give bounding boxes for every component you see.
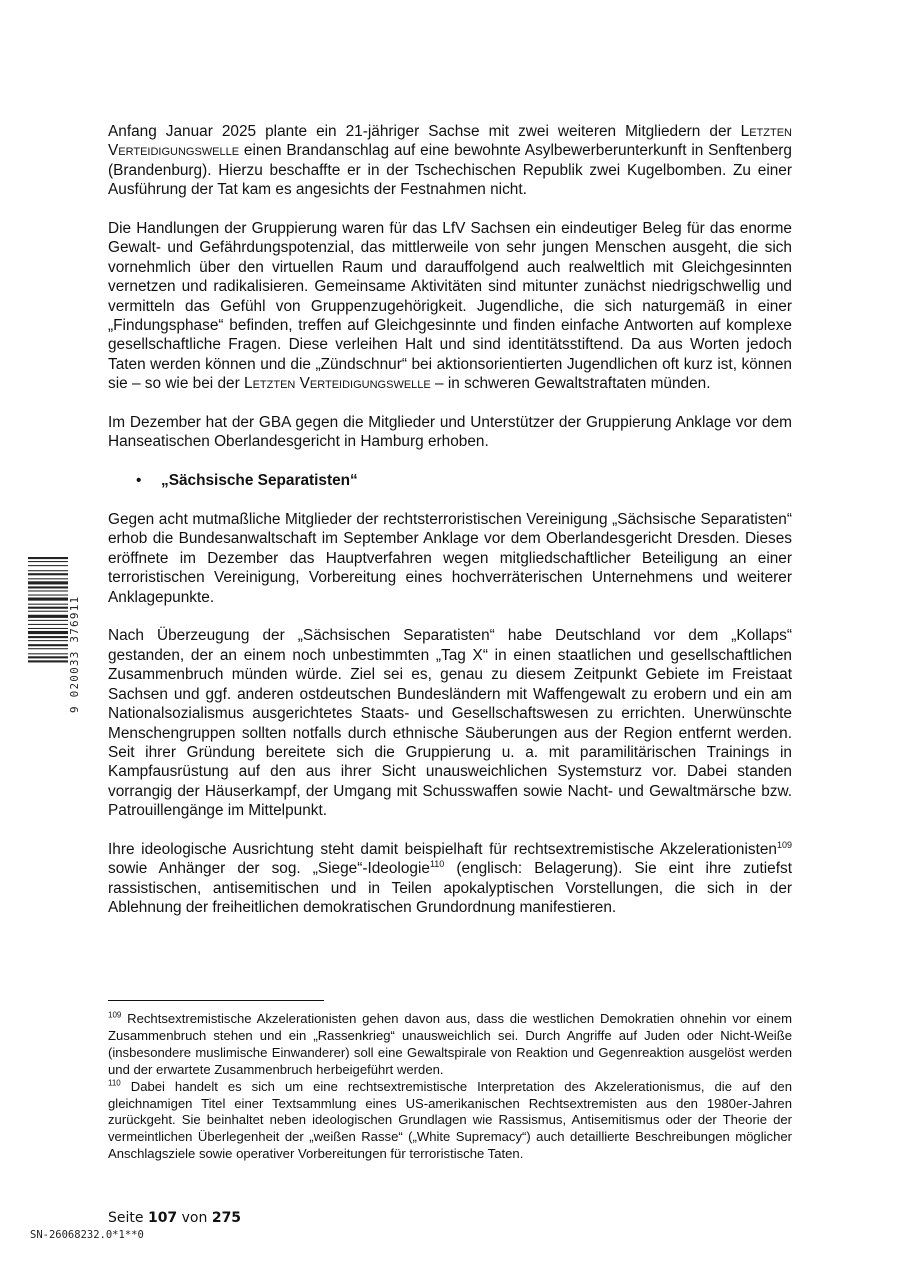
- barcode-bar: [28, 615, 68, 618]
- group-name: Letzten Verteidigungswelle: [244, 375, 431, 393]
- barcode-bar: [28, 557, 68, 559]
- footnote-separator: [108, 1000, 324, 1001]
- footnote-number: 109: [108, 1010, 122, 1020]
- barcode-bar: [28, 628, 68, 629]
- footnotes: [108, 1011, 792, 1163]
- barcode-bar: [28, 620, 68, 621]
- barcode-bars: [28, 557, 72, 713]
- barcode-bar: [28, 581, 68, 584]
- barcode: [28, 557, 72, 713]
- barcode-bar: [28, 640, 68, 641]
- barcode-bar: [28, 631, 68, 634]
- section-heading: [108, 471, 792, 490]
- barcode-bar: [28, 598, 68, 601]
- barcode-bar: [28, 586, 68, 588]
- footnote-109: [108, 1011, 792, 1079]
- paragraph-2: Die Handlungen der Gruppierung waren für das LfV Sachsen ein eindeutiger Beleg für das enorme Gewalt- und Gefährdungspotenzial, das mittlerweile von sehr jungen Menschen ausgeht, die sich vornehmlich über den virtuellen Raum und darauffolgend auch realweltlich mit Gleichgesinnten vernetzen und radikalisieren. Gemeinsame Aktivitäten sind mitunter zunächst niedrigschwellig und vermitteln das Gefühl von Gruppenzugehörigkeit. Jugendliche, die sich naturgemäß in einer „Findungsphase“ befinden, treffen auf Gleichgesinnte und finden einfache Antworten auf komplexe gesellschaftliche Fragen. Diese verleihen Halt und sind identitätsstiftend. Da aus Worten jedoch Taten werden können und die „Zündschnur“ bei aktionsorientierten Jugendlichen oft kurz ist, können sie – so wie bei der Letzten Verteidigungswelle – in schweren Gewaltstraftaten münden.: [108, 220, 792, 393]
- footnote-110: [108, 1079, 792, 1164]
- barcode-bar: [28, 565, 68, 566]
- paragraph-4: Gegen acht mutmaßliche Mitglieder der rechtsterroristischen Vereinigung „Sächsische Separatisten“ erhob die Bundesanwaltschaft im September Anklage vor dem Oberlandesgericht Dresden. Dieses eröffnete im Dezember das Hauptverfahren wegen mitgliedschaftlicher Beteiligung an einer terroristischen Vereinigung, Vorbereitung eines hochverräterischen Unternehmens und weiterer Anklagepunkte.: [108, 511, 792, 606]
- barcode-bar: [28, 660, 68, 662]
- paragraph-6: Ihre ideologische Ausrichtung steht damit beispielhaft für rechtsextremistische Akzelerationisten$^{109}$ sowie Anhänger der sog. „Siege“-Ideologie$^{110}$ (englisch: Belagerung). Sie eint ihre zutiefst rassistischen, antisemitischen und in Teilen apokalyptischen Vorstellungen, die sich in der Ablehnung der freiheitlichen demokratischen Grundordnung manifestieren.: [108, 839, 792, 917]
- barcode-bar: [28, 578, 68, 579]
- footnote-ref-109[interactable]: 109: [776, 839, 792, 850]
- barcode-bar: [28, 636, 68, 638]
- barcode-bar: [28, 604, 68, 605]
- barcode-bar: [28, 653, 68, 654]
- barcode-bar: [28, 644, 68, 646]
- footnote-text: Dabei handelt es sich um eine rechtsextremistische Interpretation des Akzelerationismus, die auf den gleichnamigen Titel einer Textsammlung eines US-amerikanischen Rechtsextremisten aus den 1980er-Jahren zurückgeht. Sie beinhaltet neben ideologischen Grundlagen wie Rassismus, Antisemitismus oder der Theorie der vermeintlichen Überlegenheit der „weißen Rasse“ („White Supremacy“) auch detaillierte Beschreibungen möglicher Anschlagsziele sowie operativer Vorbereitungen für terroristische Taten.: [108, 1078, 792, 1162]
- barcode-bar: [28, 656, 68, 658]
- total-pages: 275: [211, 1210, 242, 1226]
- section-heading-text: „Sächsische Separatisten“: [161, 472, 358, 490]
- barcode-bar: [28, 648, 68, 649]
- footnote-text: Rechtsextremistische Akzelerationisten gehen davon aus, dass die westlichen Demokratien ohnehin vor einem Zusammenbruch stehen und ein „Rassenkrieg“ unausweichlich sei. Durch Angriffe auf Juden oder Nicht-Weiße (insbesondere muslimische Einwanderer) soll eine Gewaltspirale von Reaktion und Gegenreaktion ausgelöst werden und der erwartete Zusammenbruch herbeigeführt werden.: [108, 1011, 792, 1077]
- bullet-icon: •: [136, 472, 142, 490]
- barcode-bar: [28, 561, 68, 562]
- current-page: 107: [147, 1210, 178, 1226]
- page-number: Seite 107 von 275: [108, 1210, 242, 1226]
- footnote-ref-110[interactable]: 110: [429, 859, 445, 870]
- barcode-bar: [28, 573, 68, 575]
- paragraph-3: Im Dezember hat der GBA gegen die Mitglieder und Unterstützer der Gruppierung Anklage vor dem Hanseatischen Oberlandesgericht in Hamburg erhoben.: [108, 414, 792, 451]
- barcode-bar: [28, 611, 68, 612]
- paragraph-5: Nach Überzeugung der „Sächsischen Separatisten“ habe Deutschland vor dem „Kollaps“ gestanden, der an einem noch unbestimmten „Tag X“ in einen staatlichen und gesellschaftlichen Zusammenbruch münden würde. Ziel sei es, genau zu diesem Zeitpunkt Gebiete im Freistaat Sachsen und ggf. anderen ostdeutschen Bundesländern mit Waffengewalt zu erobern und ein am Nationalsozialismus ausgerichtetes Staats- und Gesellschaftswesen zu errichten. Unerwünschte Menschengruppen sollten notfalls durch ethnische Säuberungen aus der Region entfernt werden. Seit ihrer Gründung bereitete sich die Gruppierung u. a. mit paramilitärischen Trainings in Kampfausrüstung auf den aus ihrer Sicht unausweichlichen Systemsturz vor. Dabei standen vorrangig der Häuserkampf, der Umgang mit Schusswaffen sowie Nacht- und Gewaltmärsche bzw. Patrouillengänge im Mittelpunkt.: [108, 627, 792, 820]
- barcode-bar: [28, 624, 68, 625]
- body-text: [108, 122, 792, 937]
- document-stamp: SN-26068232.0*1**0: [30, 1229, 144, 1241]
- paragraph-1: Anfang Januar 2025 plante ein 21-jähriger Sachse mit zwei weiteren Mitgliedern der Letzten Verteidigungswelle einen Brandanschlag auf eine bewohnte Asylbewerberunterkunft in Senftenberg (Brandenburg). Hierzu beschaffte er in der Tschechischen Republik zwei Kugelbomben. Zu einer Ausführung der Tat kam es angesichts der Festnahmen nicht.: [108, 123, 792, 199]
- barcode-bar: [28, 595, 68, 596]
- barcode-number: 9 020033 376911: [68, 595, 81, 713]
- group-name: Letzten Verteidigungswelle: [108, 123, 792, 160]
- footnote-number: 110: [108, 1078, 121, 1088]
- barcode-bar: [28, 607, 68, 609]
- barcode-bar: [28, 570, 68, 571]
- barcode-bar: [28, 590, 68, 591]
